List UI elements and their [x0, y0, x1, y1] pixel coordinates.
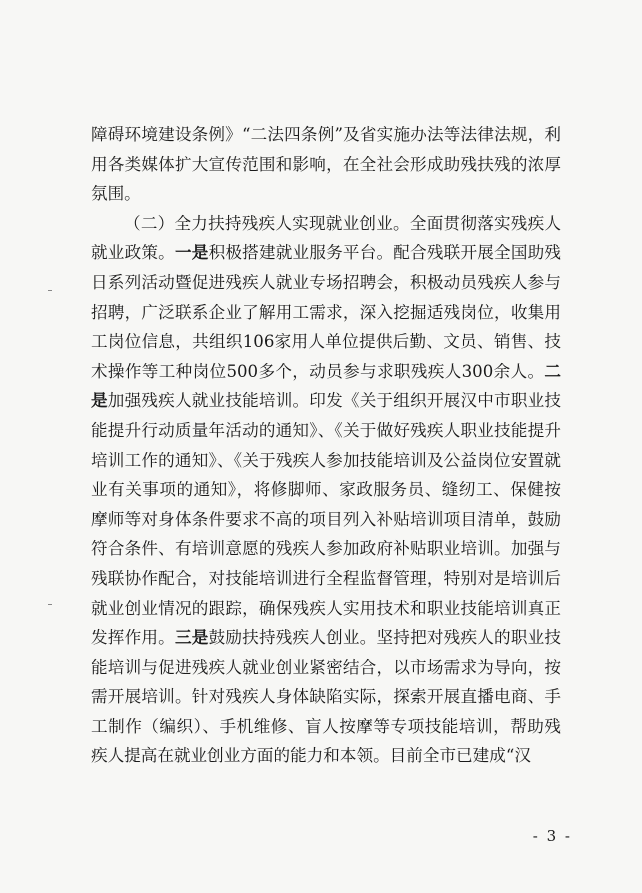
point-3-label: 三是	[174, 627, 209, 648]
point-3-text: 鼓励扶持残疾人创业。坚持把对残疾人的职业技能培训与促进残疾人就业创业紧密结合，以市场需求为导向，按需开展培训。针对残疾人身体缺陷实际，探索开展直播电商、手工制作（编织）、手机维修、盲人按摩等专项技能培训，帮助残疾人提高在就业创业方面的能力和本领。目前全市已建成“汉	[91, 628, 562, 766]
point-2-text: 加强残疾人就业技能培训。印发《关于组织开展汉中市职业技能提升行动质量年活动的通知》、《关于做好残疾人职业技能提升培训工作的通知》、《关于残疾人参加技能培训及公益岗位安置就业有关事项的通知》，将修脚师、家政服务员、缝纫工、保健按摩师等对身体条件要求不高的项目列入补贴培训项目清单，鼓励符合条件、有培训意愿的残疾人参加政府补贴职业培训。加强与残联协作配合，对技能培训进行全程监督管理，特别对是培训后就业创业情况的跟踪，确保残疾人实用技术和职业技能培训真正发挥作用。	[91, 391, 562, 648]
page-number: - 3 -	[532, 827, 572, 845]
section-intro: 全面贯彻落实残疾人就业政策。	[91, 213, 561, 263]
margin-mark	[48, 290, 52, 291]
paragraph-2	[91, 209, 561, 771]
margin-mark	[48, 604, 52, 605]
point-1-text: 积极搭建就业服务平台。配合残联开展全国助残日系列活动暨促进残疾人就业专场招聘会，积极动员残疾人参与招聘，广泛联系企业了解用工需求，深入挖掘适残岗位，收集用工岗位信息，共组织106家用人单位提供后勤、文员、销售、技术操作等工种岗位500多个，动员参与求职残疾人300余人。	[91, 243, 562, 381]
section-heading: （二）全力扶持残疾人实现就业创业。	[124, 213, 410, 233]
point-2-label: 二是	[91, 360, 561, 411]
point-1-label: 一是	[174, 242, 209, 263]
paragraph-1: 障碍环境建设条例》“二法四条例”及省实施办法等法律法规，利用各类媒体扩大宣传范围和影响，在全社会形成助残扶残的浓厚氛围。	[91, 125, 561, 204]
body-text	[91, 120, 561, 771]
